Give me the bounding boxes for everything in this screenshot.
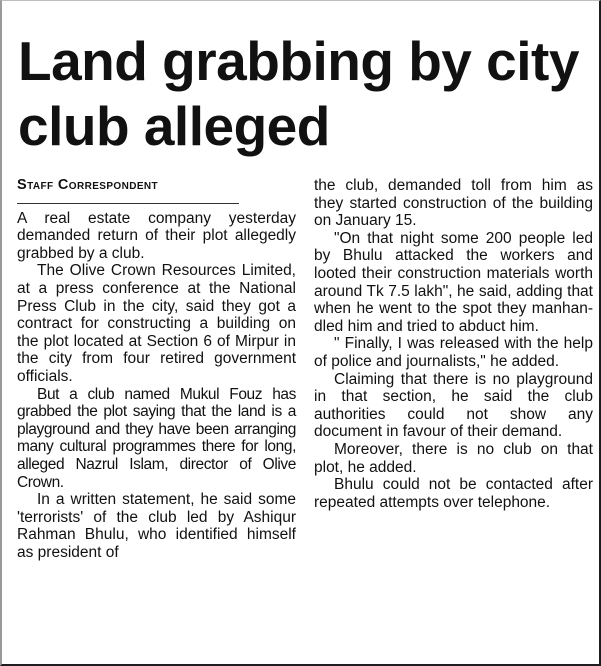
headline: Land grabbing by city club alleged <box>18 30 579 157</box>
byline-block <box>17 177 239 204</box>
paragraph: the club, demanded toll from him as they started construction of the building on January 15. <box>314 177 593 230</box>
article-column-right <box>314 177 593 511</box>
byline: Staff Correspondent <box>17 177 239 204</box>
paragraph: "On that night some 200 people led by Bhulu attacked the workers and looted their construction materials worth around Tk 7.5 lakh", he said, adding that when he went to the spot they manhandled him and tried to abduct him. <box>314 229 593 335</box>
paragraph: Claiming that there is no playground in that section, he said the club authorities could not show any document in favour of their demand. <box>314 370 593 441</box>
paragraph: But a club named Mukul Fouz has grabbed the plot saying that the land is a playground and they have been arranging many cultural programmes there for long, alleged Nazrul Islam, director of Olive Crown. <box>17 385 296 491</box>
paragraph: Bhulu could not be contacted after repeated attempts over telephone. <box>314 476 593 511</box>
paragraph: Moreover, there is no club on that plot, he added. <box>314 440 593 476</box>
paragraph: " Finally, I was released with the help of police and journalists," he added. <box>314 335 593 370</box>
paragraph: A real estate company yesterday demanded return of their plot allegedly grabbed by a club. <box>17 209 296 262</box>
paragraph: In a written statement, he said some 'terrorists' of the club led by Ashiqur Rahman Bhulu, who identified himself as president of <box>17 491 296 561</box>
paragraph: The Olive Crown Resources Limited, at a press conference at the National Press Club in the city, said they got a contract for constructing a building on the plot located at Section 6 of Mirpur in the city from four retired government officials. <box>17 262 296 385</box>
article-column-left <box>17 177 296 561</box>
